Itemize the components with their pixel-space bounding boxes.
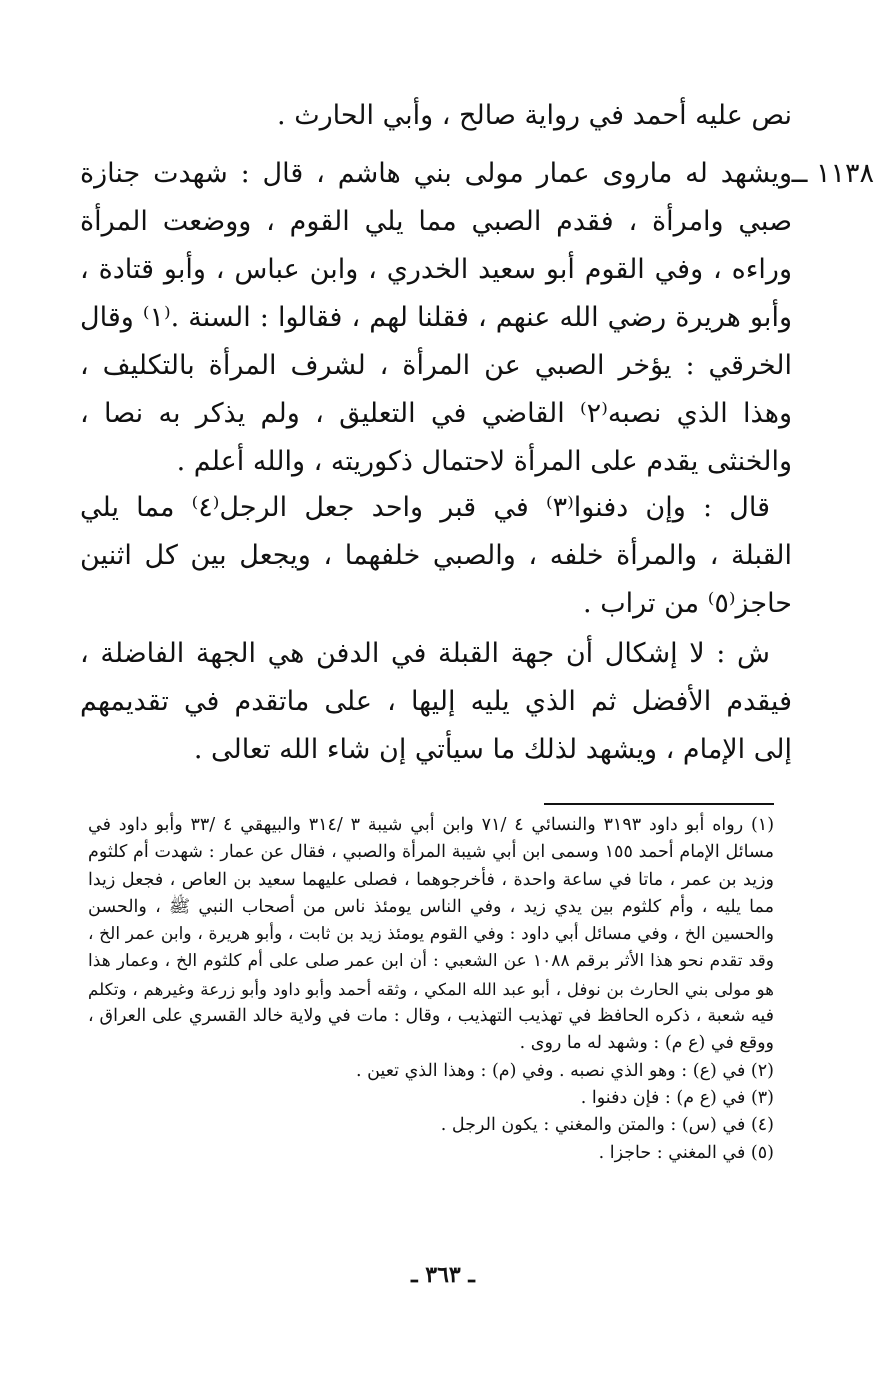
footnote-line: وقد تقدم نحو هذا الأثر برقم ١٠٨٨ عن الشعبي : أن ابن عمر صلى على أم كلثوم الخ ، وعمار هذا — [88, 951, 774, 972]
footnote-line: (٤) في (س) : والمتن والمغني : يكون الرجل . — [440, 1115, 774, 1136]
text-line: إلى الإمام ، ويشهد لذلك ما سيأتي إن شاء الله تعالى . — [193, 734, 792, 765]
matn-paragraph — [80, 484, 792, 628]
footnote-line: (٥) في المغني : حاجزا . — [598, 1142, 774, 1163]
footnote-line: (١) رواه أبو داود ٣١٩٣ والنسائي ٤ /٧١ وابن أبي شيبة ٣ /٣١٤ والبيهقي ٤ /٣٣ وأبو داود في — [88, 815, 775, 835]
text-line: ويشهد له ماروى عمار مولى بني هاشم ، قال : شهدت جنازة — [80, 158, 792, 189]
footnote-line: (٢) في (ع) : وهو الذي نصبه . وفي (م) : وهذا الذي تعين . — [355, 1060, 774, 1081]
footnote-separator — [544, 803, 774, 805]
entry-number: ١١٣٨ ــ — [791, 158, 874, 189]
footnote-line: فيه شعبة ، ذكره الحافظ في تهذيب التهذيب ، وقال : مات في ولاية خالد القسري على العراق ، — [88, 1006, 774, 1027]
text-line: قال : وإن دفنوا⁽٣⁾ في قبر واحد جعل الرجل⁽٤⁾ مما يلي — [80, 492, 770, 523]
footnote-line: ووقع في (ع م) : وشهد له ما روى . — [519, 1033, 774, 1054]
footnote-line: والحسين الخ ، وفي مسائل أبي داود : وفي القوم يومئذ زيد بن ثابت ، وأبو هريرة ، وابن عمر الخ ، — [88, 924, 774, 945]
text-line: والخنثى يقدم على المرأة لاحتمال ذكوريته ، والله أعلم . — [176, 446, 792, 477]
text-line: نص عليه أحمد في رواية صالح ، وأبي الحارث . — [277, 100, 792, 131]
text-line: الخرقي : يؤخر الصبي عن المرأة ، لشرف المرأة بالتكليف ، — [80, 350, 792, 381]
page-number: ـ ٣٦٣ ـ — [411, 1262, 475, 1288]
text-line: وراءه ، وفي القوم أبو سعيد الخدري ، وابن عباس ، وأبو قتادة ، — [80, 254, 792, 285]
footnote-line: (٣) في (ع م) : فإن دفنوا . — [580, 1087, 774, 1108]
text-line: وهذا الذي نصبه⁽٢⁾ القاضي في التعليق ، ولم يذكر به نصا ، — [80, 398, 792, 429]
footnote-line: هو مولى بني الحارث بن نوفل ، أبو عبد الله المكي ، وثقه أحمد وأبو داود وأبو زرعة وغيرهم ، وتكلم — [88, 978, 774, 999]
text-line: صبي وامرأة ، فقدم الصبي مما يلي القوم ، ووضعت المرأة — [80, 206, 792, 237]
entry-paragraph — [80, 150, 792, 486]
text-line: فيقدم الأفضل ثم الذي يليه إليها ، على ماتقدم في تقديمهم — [80, 686, 792, 717]
text-line: ش : لا إشكال أن جهة القبلة في الدفن هي الجهة الفاضلة ، — [80, 638, 770, 669]
footnote-line: وزيد بن عمر ، ماتا في ساعة واحدة ، فأخرجوهما ، فصلى عليهما سعيد بن العاص ، فجعل زيدا — [88, 869, 774, 890]
sharh-paragraph — [80, 630, 792, 774]
footnote-line: مسائل الإمام أحمد ١٥٥ وسمى ابن أبي شيبة المرأة والصبي ، فقال عن عمار : شهدت أم كلثوم — [88, 842, 774, 863]
footnotes — [88, 812, 774, 1167]
footnote-line: مما يليه ، وأم كلثوم بين يدي زيد ، وفي الناس يومئذ ناس من أصحاب النبي ﷺ ، والحسن — [88, 896, 774, 917]
text-line: وأبو هريرة رضي الله عنهم ، فقلنا لهم ، فقالوا : السنة .⁽١⁾ وقال — [80, 302, 792, 333]
continuation-paragraph — [80, 92, 792, 140]
text-line: القبلة ، والمرأة خلفه ، والصبي خلفهما ، ويجعل بين كل اثنين — [80, 540, 792, 571]
text-line: حاجز⁽٥⁾ من تراب . — [583, 588, 792, 619]
